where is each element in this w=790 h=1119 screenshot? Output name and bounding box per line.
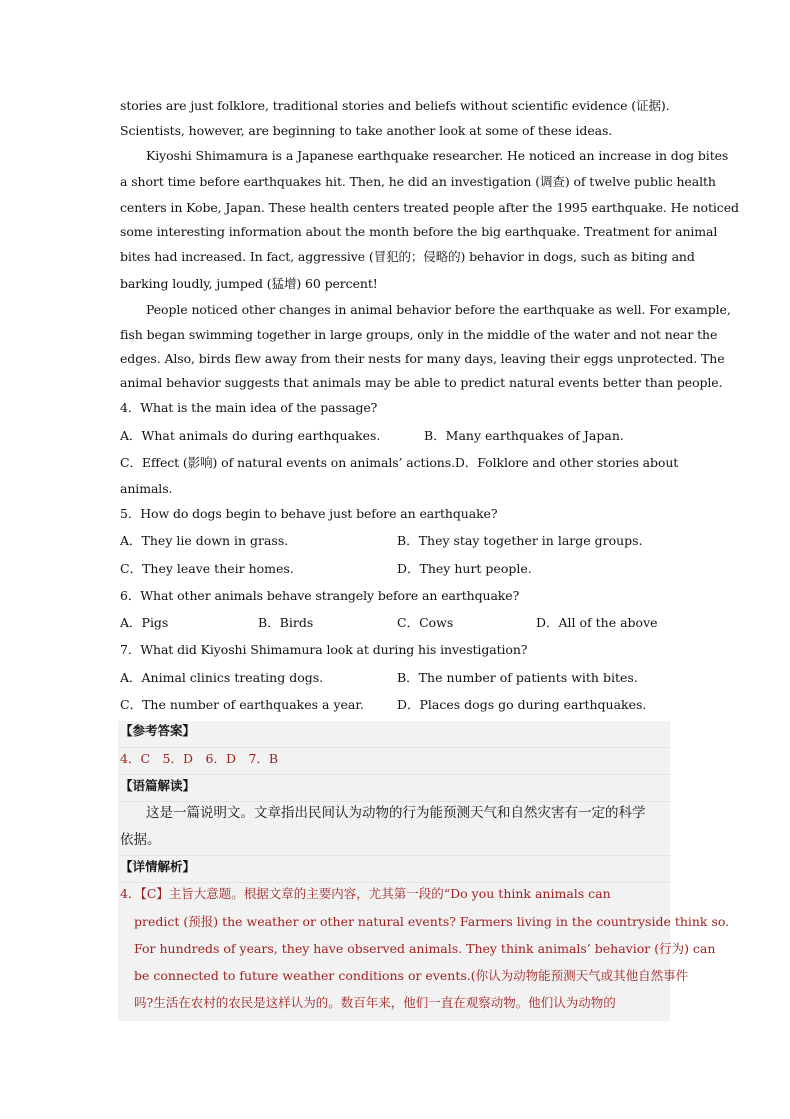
passage-line: Kiyoshi Shimamura is a Japanese earthquake researcher. He noticed an increase in dog bites xyxy=(146,148,729,163)
option-b: B．The number of patients with bites. xyxy=(397,670,638,685)
question-stem: 5．How do dogs begin to behave just before an earthquake? xyxy=(120,506,498,521)
passage-line: bites had increased. In fact, aggressive (冒犯的；侵略的) behavior in dogs, such as biting and xyxy=(120,249,695,264)
option-d: D．Places dogs go during earthquakes. xyxy=(397,697,647,712)
detail-line: predict (预报) the weather or other natural events? Farmers living in the countryside think so. xyxy=(134,914,730,929)
passage-line: edges. Also, birds flew away from their nests for many days, leaving their eggs unprotected. The xyxy=(120,351,725,366)
question-stem: 7．What did Kiyoshi Shimamura look at during his investigation? xyxy=(120,642,528,657)
detail-line: 吗?生活在农村的农民是这样认为的。数百年来，他们一直在观察动物。他们认为动物的 xyxy=(134,995,616,1010)
divider xyxy=(118,801,670,802)
option-c-d: C．Effect (影响) of natural events on animals’ actions.D．Folklore and other stories about xyxy=(120,455,679,470)
summary-line: 依据。 xyxy=(120,832,161,848)
option-a: A．What animals do during earthquakes. xyxy=(120,428,381,443)
passage-line: some interesting information about the month before the big earthquake. Treatment for animal xyxy=(120,224,718,239)
passage-line: People noticed other changes in animal behavior before the earthquake as well. For example, xyxy=(146,302,731,317)
option-d: D．They hurt people. xyxy=(397,561,532,576)
option-d-continued: animals. xyxy=(120,481,173,496)
detail-line: For hundreds of years, they have observed animals. They think animals’ behavior (行为) can xyxy=(134,941,716,956)
passage-line: a short time before earthquakes hit. Then, he did an investigation (调查) of twelve public health xyxy=(120,174,716,189)
passage-line: fish began swimming together in large groups, only in the middle of the water and not near the xyxy=(120,327,718,342)
passage-line: barking loudly, jumped (猛增) 60 percent! xyxy=(120,276,378,291)
question-stem: 6．What other animals behave strangely before an earthquake? xyxy=(120,588,520,603)
summary-heading: 【语篇解读】 xyxy=(120,778,196,793)
passage-line: centers in Kobe, Japan. These health centers treated people after the 1995 earthquake. He noticed xyxy=(120,200,739,215)
divider xyxy=(118,774,670,775)
option-b: B．Many earthquakes of Japan. xyxy=(424,428,624,443)
option-a: A．Pigs xyxy=(120,615,169,630)
summary-line: 这是一篇说明文。文章指出民间认为动物的行为能预测天气和自然灾害有一定的科学 xyxy=(146,805,646,821)
detail-line: 4．【C】主旨大意题。根据文章的主要内容，尤其第一段的“Do you think animals can xyxy=(120,886,611,901)
option-d: D．All of the above xyxy=(536,615,658,630)
question-stem: 4．What is the main idea of the passage? xyxy=(120,400,378,415)
option-c: C．They leave their homes. xyxy=(120,561,294,576)
option-c: C．Cows xyxy=(397,615,454,630)
option-a: A．They lie down in grass. xyxy=(120,533,289,548)
divider xyxy=(118,882,670,883)
option-a: A．Animal clinics treating dogs. xyxy=(120,670,324,685)
answer-key-heading: 【参考答案】 xyxy=(120,723,196,738)
option-c: C．The number of earthquakes a year. xyxy=(120,697,364,712)
passage-line: stories are just folklore, traditional stories and beliefs without scientific evidence (证据). xyxy=(120,98,670,113)
passage-line: animal behavior suggests that animals may be able to predict natural events better than people. xyxy=(120,375,723,390)
answer-key: 4．C 5．D 6．D 7．B xyxy=(120,751,279,766)
option-b: B．They stay together in large groups. xyxy=(397,533,643,548)
divider xyxy=(118,747,670,748)
detail-heading: 【详情解析】 xyxy=(120,859,196,874)
option-b: B．Birds xyxy=(258,615,314,630)
detail-line: be connected to future weather conditions or events.(你认为动物能预测天气或其他自然事件 xyxy=(134,968,689,983)
divider xyxy=(118,855,670,856)
passage-line: Scientists, however, are beginning to take another look at some of these ideas. xyxy=(120,123,613,138)
